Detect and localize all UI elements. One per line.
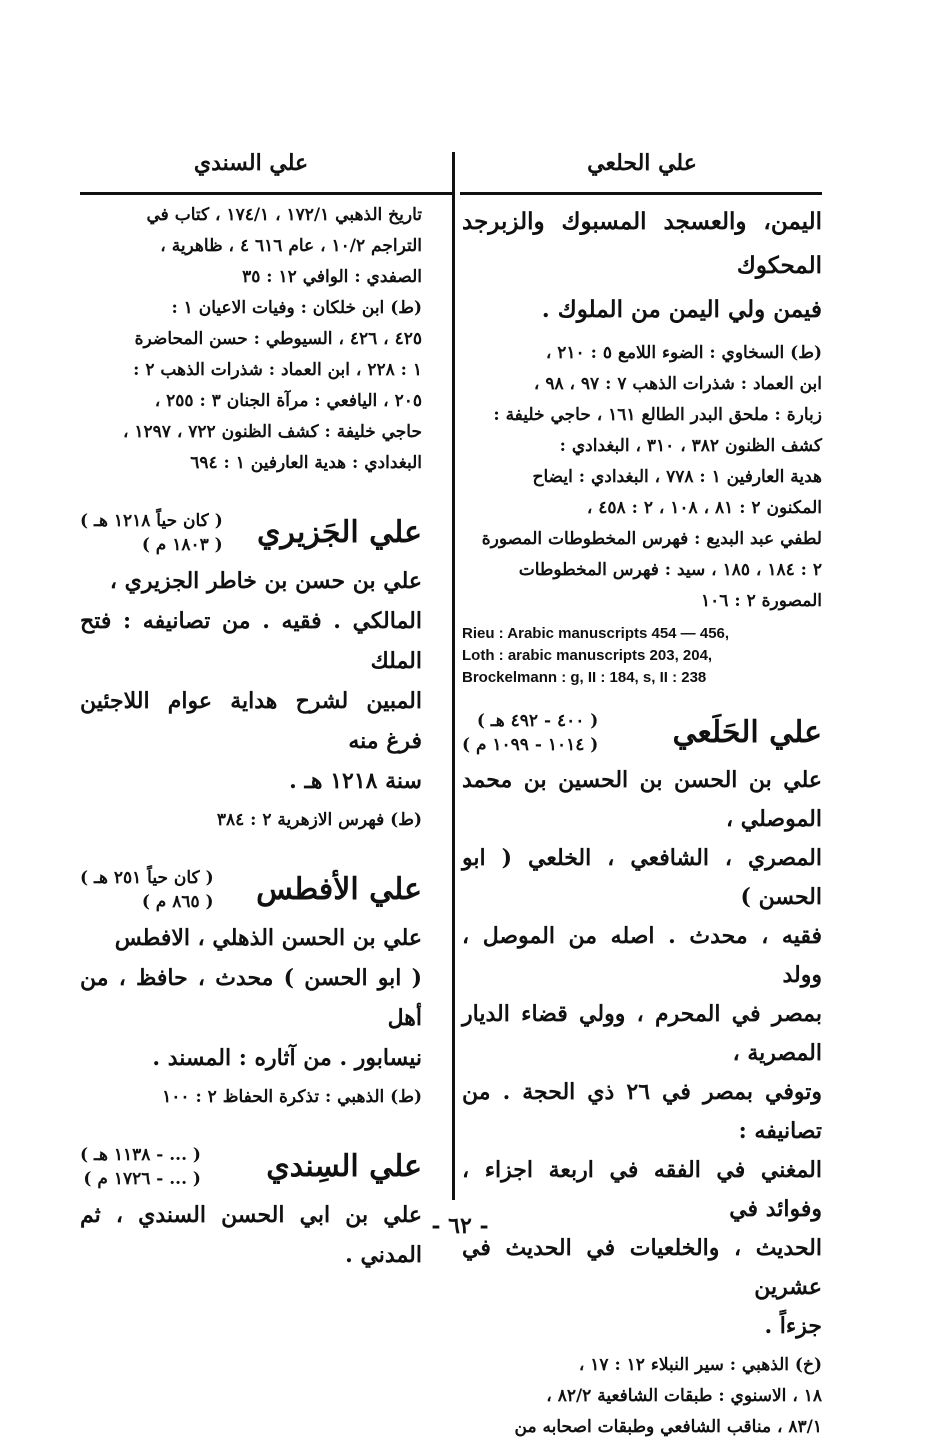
entry-heading	[80, 866, 422, 914]
entry-body-line: علي بن الحسن الذهلي ، الافطس	[114, 925, 422, 951]
entry-dates	[80, 866, 214, 914]
hijri-dates: ( كان حياً ٢٥١ هـ )	[80, 868, 214, 888]
latin-reference-line: Brockelmann : g, II : 184, s, II : 238	[462, 669, 707, 686]
latin-references	[462, 623, 822, 689]
entry-body-line: سنة ١٢١٨ هـ .	[289, 768, 422, 794]
biography-entry	[80, 509, 422, 836]
reference-line: البغدادي : هدية العارفين ١ : ٦٩٤	[190, 453, 422, 473]
entry-body-line: ( ابو الحسن ) محدث ، حافظ ، من أهل	[80, 965, 422, 1031]
reference-line: المصورة ٢ : ١٠٦	[701, 591, 822, 611]
reference-line: التراجم ١٠/٢ ، عام ٦١٦ ٤ ، ظاهرية ،	[160, 236, 422, 256]
latin-reference-line: Rieu : Arabic manuscripts 454 — 456,	[462, 625, 730, 642]
left-column	[80, 200, 422, 1275]
gregorian-dates: ( ١٨٠٣ م )	[141, 535, 223, 555]
reference-line: ٤٢٥ ، ٤٢٦ ، السيوطي : حسن المحاضرة	[134, 329, 422, 349]
entry-body-line: الحديث ، والخلعيات في الحديث في عشرين	[462, 1235, 822, 1300]
entry-body-line: وتوفي بمصر في ٢٦ ذي الحجة . من تصانيفه :	[462, 1079, 823, 1144]
entry-body-line: المغني في الفقه في اربعة اجزاء ، وفوائد في	[462, 1157, 822, 1222]
biography-entry	[80, 1143, 422, 1275]
reference-line: (خ) الذهبي : سير النبلاء ١٢ : ١٧ ،	[578, 1355, 822, 1375]
reference-line: المكنون ٢ : ٨١ ، ١٠٨ ، ٢ : ٤٥٨ ،	[586, 498, 822, 518]
gregorian-dates: ( ... - ١٧٢٦ م )	[83, 1169, 201, 1189]
entry-heading	[80, 1143, 422, 1191]
entry-body-line: فقيه ، محدث . اصله من الموصل ، وولد	[462, 923, 822, 988]
entry-body-line: بمصر في المحرم ، وولي قضاء الديار المصرية ،	[462, 1001, 822, 1066]
reference-line: حاجي خليفة : كشف الظنون ٧٢٢ ، ١٢٩٧ ،	[123, 422, 422, 442]
biography-entry	[80, 866, 422, 1113]
reference-line: (ط) ابن خلكان : وفيات الاعيان ١ :	[171, 298, 422, 318]
reference-line: ٨٣/١ ، مناقب الشافعي وطبقات اصحابه من	[514, 1417, 822, 1437]
reference-line: ١٨ ، الاسنوي : طبقات الشافعية ٨٢/٢ ،	[546, 1386, 822, 1406]
reference-line: ٢ : ١٨٤ ، ١٨٥ ، سيد : فهرس المخطوطات	[518, 560, 822, 580]
reference-line: ابن العماد : شذرات الذهب ٧ : ٩٧ ، ٩٨ ،	[533, 374, 822, 394]
reference-line: (ط) السخاوي : الضوء اللامع ٥ : ٢١٠ ،	[545, 343, 822, 363]
reference-line: لطفي عبد البديع : فهرس المخطوطات المصورة	[481, 529, 822, 549]
entry-dates	[462, 709, 598, 757]
entry-body-line: جزءاً .	[764, 1313, 822, 1339]
entry-body-line: علي بن ابي الحسن السندي ، ثم المدني .	[80, 1202, 422, 1268]
continuation-line: فيمن ولي اليمن من الملوك .	[541, 296, 822, 323]
reference-line: زبارة : ملحق البدر الطالع ١٦١ ، حاجي خليفة :	[493, 405, 822, 425]
hijri-dates: ( كان حياً ١٢١٨ هـ )	[80, 511, 223, 531]
column-divider	[452, 152, 455, 1200]
right-column	[462, 200, 822, 1443]
entry-name: علي الحَلَعي	[672, 715, 822, 750]
hijri-dates: ( ... - ١١٣٨ هـ )	[80, 1145, 201, 1165]
reference-line: ٢٠٥ ، اليافعي : مرآة الجنان ٣ : ٢٥٥ ،	[154, 391, 422, 411]
latin-reference-line: Loth : arabic manuscripts 203, 204,	[462, 647, 713, 664]
left-header-rule	[80, 192, 453, 195]
entry-body-line: المالكي . فقيه . من تصانيفه : فتح الملك	[80, 608, 422, 674]
entry-body-line: نيسابور . من آثاره : المسند .	[152, 1045, 422, 1071]
entry-body-line: المصري ، الشافعي ، الخلعي ( ابو الحسن )	[462, 845, 822, 910]
entry-body-line: علي بن الحسن بن الحسين بن محمد الموصلي ،	[462, 767, 822, 832]
right-column-header: علي الحلعي	[587, 150, 697, 176]
entry-heading	[80, 509, 422, 557]
entry-name: علي الأفطس	[256, 872, 422, 907]
reference-line: هدية العارفين ١ : ٧٧٨ ، البغدادي : ايضاح	[532, 467, 822, 487]
gregorian-dates: ( ١٠١٤ - ١٠٩٩ م )	[462, 735, 599, 755]
reference-line: كشف الظنون ٣٨٢ ، ٣١٠ ، البغدادي :	[559, 436, 822, 456]
entry-heading	[462, 709, 822, 757]
reference-line: الصفدي : الوافي ١٢ : ٣٥	[242, 267, 422, 287]
reference-line: ١ : ٢٢٨ ، ابن العماد : شذرات الذهب ٢ :	[133, 360, 422, 380]
entry-body-line: علي بن حسن بن خاطر الجزيري ،	[109, 568, 422, 594]
reference-line: (ط) الذهبي : تذكرة الحفاظ ٢ : ١٠٠	[162, 1087, 422, 1107]
reference-line: تاريخ الذهبي ١٧٢/١ ، ١٧٤/١ ، كتاب في	[146, 205, 422, 225]
entry-dates	[80, 509, 223, 557]
entry-name: علي الجَزيري	[256, 515, 422, 550]
gregorian-dates: ( ٨٦٥ م )	[141, 892, 214, 912]
continuation-line: اليمن، والعسجد المسبوك والزبرجد المحكوك	[462, 208, 822, 279]
reference-line: (ط) فهرس الازهرية ٢ : ٣٨٤	[216, 810, 422, 830]
entry-name: علي السِندي	[266, 1149, 422, 1184]
hijri-dates: ( ٤٠٠ - ٤٩٢ هـ )	[476, 711, 599, 731]
page-number: - ٦٢ -	[431, 1213, 489, 1239]
entry-dates	[80, 1143, 201, 1191]
entry-body-line: المبين لشرح هداية عوام اللاجئين فرغ منه	[80, 688, 422, 754]
biography-entry	[462, 709, 822, 1443]
right-header-rule	[460, 192, 822, 195]
left-column-header: علي السندي	[193, 150, 309, 176]
